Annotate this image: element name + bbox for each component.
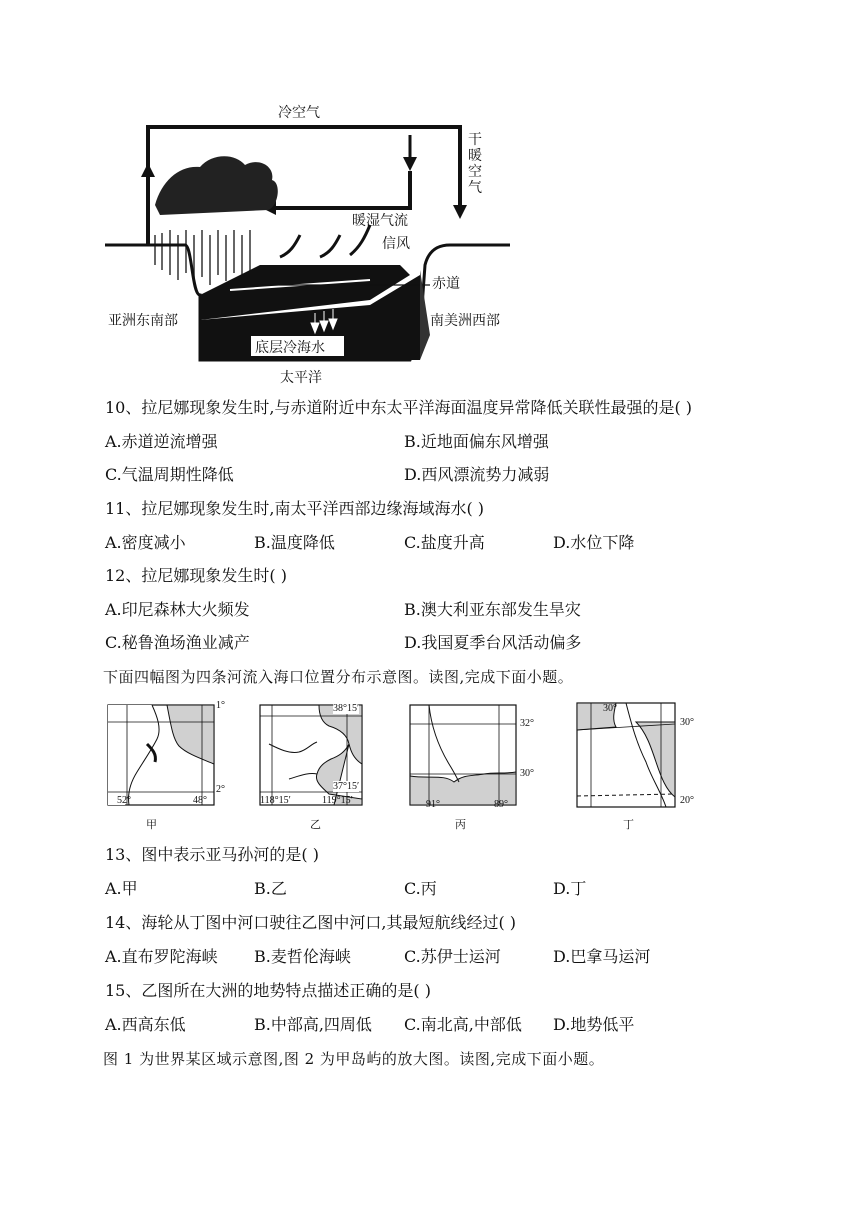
- question-14-stem: 14、海轮从丁图中河口驶往乙图中河口,其最短航线经过( ): [105, 913, 517, 932]
- q15-option-c[interactable]: C.南北高,中部低: [404, 1015, 522, 1034]
- map-jia-coord-4: 48°: [193, 795, 207, 806]
- map-bing-coord-4: 89°: [494, 799, 508, 810]
- q12-option-b[interactable]: B.澳大利亚东部发生旱灾: [404, 600, 581, 619]
- question-15-stem: 15、乙图所在大洲的地势特点描述正确的是( ): [105, 981, 431, 1000]
- map-yi-coord-4: 119°15′: [322, 795, 353, 806]
- map-bing-name: 丙: [455, 818, 466, 831]
- map-jia-coord-2: 2°: [216, 784, 225, 795]
- label-bottom-cold-water: 底层冷海水: [255, 340, 325, 356]
- label-warm-moist-flow: 暖湿气流: [352, 213, 408, 229]
- map-yi-coord-1: 38°15′: [333, 703, 360, 714]
- q14-option-b[interactable]: B.麦哲伦海峡: [254, 947, 351, 966]
- question-10-stem: 10、拉尼娜现象发生时,与赤道附近中东太平洋海面温度异常降低关联性最强的是( ): [105, 398, 693, 417]
- intro-river-maps: 下面四幅图为四条河流入海口位置分布示意图。读图,完成下面小题。: [103, 668, 574, 686]
- q13-option-b[interactable]: B.乙: [254, 879, 287, 898]
- map-bing: [409, 704, 517, 806]
- map-yi-coord-2: 37°15′: [333, 781, 360, 792]
- q12-option-d[interactable]: D.我国夏季台风活动偏多: [404, 633, 582, 652]
- map-ding-coord-2: 30°: [680, 717, 694, 728]
- q15-option-a[interactable]: A.西高东低: [105, 1015, 186, 1034]
- label-cold-air: 冷空气: [278, 105, 320, 121]
- map-ding-svg: [576, 702, 676, 808]
- q13-option-c[interactable]: C.丙: [404, 879, 437, 898]
- map-bing-coord-1: 32°: [520, 718, 534, 729]
- q11-option-c[interactable]: C.盐度升高: [404, 533, 485, 552]
- map-ding-coord-1: 30°: [603, 703, 617, 714]
- label-dry-warm-air-text: 干暖空气: [468, 132, 482, 196]
- q13-option-a[interactable]: A.甲: [105, 879, 138, 898]
- map-jia-coord-3: 52°: [117, 795, 131, 806]
- label-pacific: 太平洋: [280, 370, 322, 386]
- q12-option-c[interactable]: C.秘鲁渔场渔业减产: [105, 633, 250, 652]
- q14-option-c[interactable]: C.苏伊士运河: [404, 947, 501, 966]
- q11-option-a[interactable]: A.密度减小: [105, 533, 186, 552]
- question-12-stem: 12、拉尼娜现象发生时( ): [105, 566, 287, 585]
- q11-option-d[interactable]: D.水位下降: [553, 533, 635, 552]
- intro-world-region: 图 1 为世界某区域示意图,图 2 为甲岛屿的放大图。读图,完成下面小题。: [103, 1050, 605, 1068]
- map-bing-coord-3: 91°: [426, 799, 440, 810]
- q15-option-d[interactable]: D.地势低平: [553, 1015, 635, 1034]
- label-equator: 赤道: [432, 276, 460, 292]
- q10-option-d[interactable]: D.西风漂流势力减弱: [404, 465, 550, 484]
- label-se-asia: 亚洲东南部: [108, 313, 178, 329]
- q14-option-d[interactable]: D.巴拿马运河: [553, 947, 651, 966]
- q10-option-c[interactable]: C.气温周期性降低: [105, 465, 234, 484]
- label-w-south-america: 南美洲西部: [430, 313, 500, 329]
- map-yi-name: 乙: [310, 818, 321, 831]
- q10-option-a[interactable]: A.赤道逆流增强: [105, 432, 218, 451]
- label-trade-wind: 信风: [382, 236, 410, 252]
- q15-option-b[interactable]: B.中部高,四周低: [254, 1015, 372, 1034]
- q12-option-a[interactable]: A.印尼森林大火频发: [105, 600, 250, 619]
- map-jia-name: 甲: [146, 818, 157, 831]
- q11-option-b[interactable]: B.温度降低: [254, 533, 335, 552]
- question-13-stem: 13、图中表示亚马孙河的是( ): [105, 845, 319, 864]
- map-jia-svg: [107, 704, 215, 806]
- label-dry-warm-air: [468, 132, 484, 196]
- map-jia: [107, 704, 215, 806]
- q13-option-d[interactable]: D.丁: [553, 879, 587, 898]
- map-bing-coord-2: 30°: [520, 768, 534, 779]
- question-11-stem: 11、拉尼娜现象发生时,南太平洋西部边缘海域海水( ): [105, 499, 485, 518]
- map-jia-coord-1: 1°: [216, 700, 225, 711]
- q10-option-b[interactable]: B.近地面偏东风增强: [404, 432, 549, 451]
- map-ding: [576, 702, 676, 808]
- map-bing-svg: [409, 704, 517, 806]
- map-yi-coord-3: 118°15′: [260, 795, 291, 806]
- q14-option-a[interactable]: A.直布罗陀海峡: [105, 947, 218, 966]
- map-ding-name: 丁: [623, 818, 634, 831]
- map-ding-coord-3: 20°: [680, 795, 694, 806]
